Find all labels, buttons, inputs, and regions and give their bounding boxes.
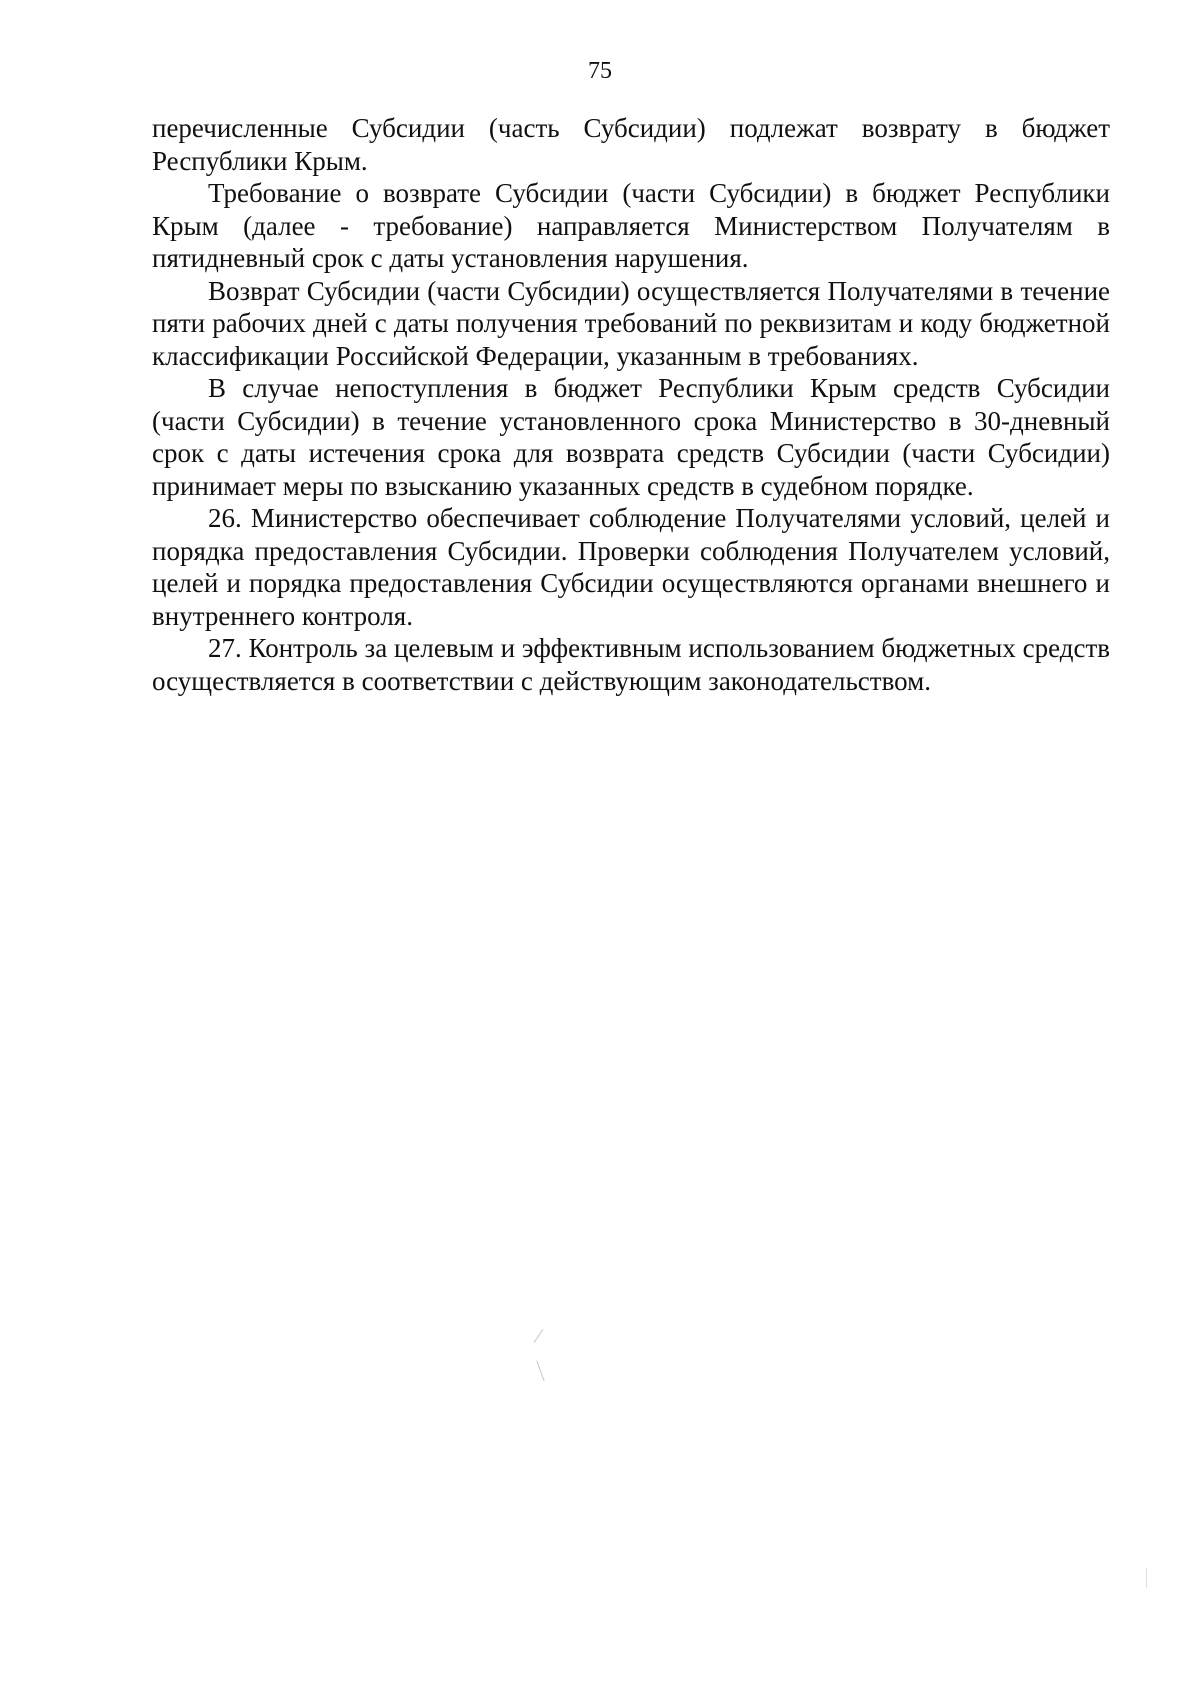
scan-artifact — [534, 1329, 544, 1343]
paragraph-refund-demand: Требование о возврате Субсидии (части Субсидии) в бюджет Республики Крым (далее - требование) направляется Министерством Получателям в пятидневный срок с даты установления нарушения. — [152, 178, 1110, 273]
page-number: 75 — [588, 58, 612, 84]
scan-artifact — [1146, 1568, 1147, 1588]
document-body — [152, 112, 1110, 697]
paragraph-item-27: 27. Контроль за целевым и эффективным использованием бюджетных средств осуществляется в соответствии с действующим законодательством. — [152, 633, 1110, 696]
paragraph-item-26: 26. Министерство обеспечивает соблюдение Получателями условий, целей и порядка предоставления Субсидии. Проверки соблюдения Получателем условий, целей и порядка предоставления Субсидии осуществляются органами внешнего и внутреннего контроля. — [152, 503, 1110, 631]
scan-artifact — [536, 1360, 544, 1381]
paragraph-continuation: перечисленные Субсидии (часть Субсидии) подлежат возврату в бюджет Республики Крым. — [152, 113, 1110, 176]
paragraph-refund-procedure: Возврат Субсидии (части Субсидии) осуществляется Получателями в течение пяти рабочих дней с даты получения требований по реквизитам и коду бюджетной классификации Российской Федерации, указанным в требованиях. — [152, 275, 1110, 371]
paragraph-non-receipt: В случае непоступления в бюджет Республики Крым средств Субсидии (части Субсидии) в течение установленного срока Министерство в 30-дневный срок с даты истечения срока для возврата средств Субсидии (части Субсидии) принимает меры по взысканию указанных средств в судебном порядке. — [152, 373, 1110, 501]
